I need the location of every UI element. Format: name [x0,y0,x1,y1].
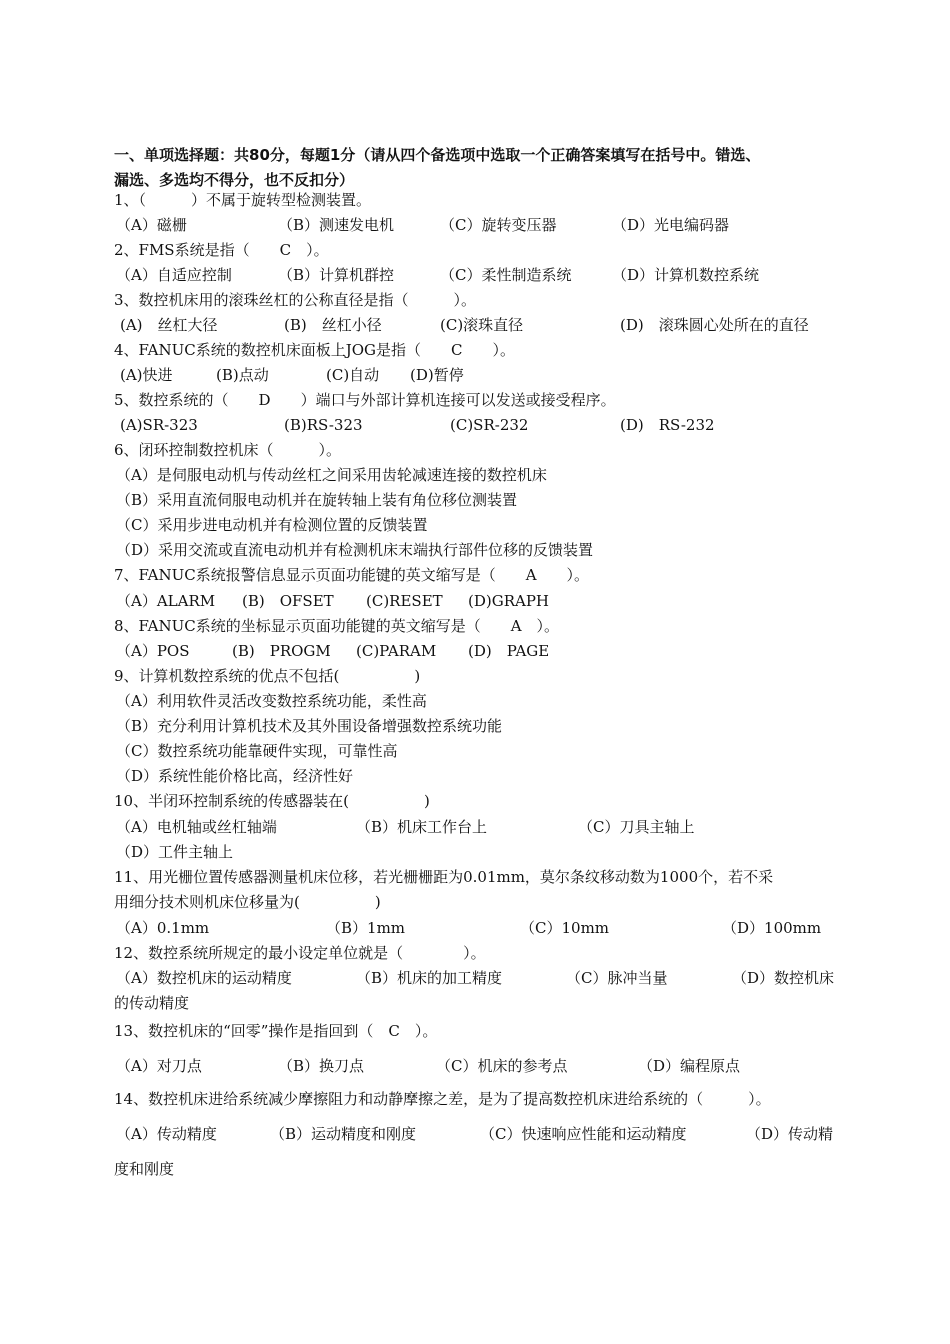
question-stem: 7、FANUC系统报警信息显示页面功能键的英文缩写是（ A ）。 [114,566,590,584]
option-c: （C）柔性制造系统 [440,266,572,284]
option-b: （B）采用直流伺服电动机并在旋转轴上装有角位移位测装置 [116,491,518,509]
question-stem: 6、闭环控制数控机床（ ）。 [114,441,342,459]
option-a: （A）利用软件灵活改变数控系统功能，柔性高 [116,692,427,710]
option-b: （B）测速发电机 [278,216,395,234]
option-c: （C）10mm [520,919,610,937]
option-d: （D）工件主轴上 [116,843,234,861]
option-c: (C)RESET [366,592,443,610]
option-d-continued: 度和刚度 [114,1160,175,1178]
option-d: （D）采用交流或直流电动机并有检测机床末端执行部件位移的反馈装置 [116,541,594,559]
option-b: (B) PROGM [232,642,331,660]
question-stem: 12、数控系统所规定的最小设定单位就是（ ）。 [114,944,486,962]
option-c: （C）刀具主轴上 [578,818,695,836]
option-d: （D）100mm [722,919,822,937]
section-heading-line1: 一、单项选择题：共80分，每题1分（请从四个备选项中选取一个正确答案填写在括号中。错选、 [114,146,761,164]
option-b: （B）机床工作台上 [356,818,488,836]
option-b: （B）换刀点 [278,1057,365,1075]
option-c: (C)PARAM [356,642,437,660]
option-b: （B）机床的加工精度 [356,969,503,987]
option-b: （B）运动精度和刚度 [270,1125,417,1143]
option-a: （A）0.1mm [116,919,210,937]
option-d: （D）数控机床 [732,969,835,987]
option-c: (C)滚珠直径 [440,316,524,334]
question-stem: 11、用光栅位置传感器测量机床位移，若光栅栅距为0.01mm，莫尔条纹移动数为1000个，若不采 [114,868,774,886]
option-a: (A) 丝杠大径 [120,316,218,334]
option-b: (B) OFSET [242,592,334,610]
option-c: (C)自动 [326,366,380,384]
question-stem: 2、FMS系统是指（ C ）。 [114,241,329,259]
option-c: (C)SR-232 [450,416,529,434]
option-d: (D) PAGE [468,642,550,660]
option-c: （C）快速响应性能和运动精度 [480,1125,687,1143]
option-d: (D) 滚珠圆心处所在的直径 [620,316,809,334]
option-a: (A)快进 [120,366,173,384]
option-d: （D）系统性能价格比高，经济性好 [116,767,354,785]
question-stem: 9、计算机数控系统的优点不包括( ) [114,667,421,685]
question-stem: 13、数控机床的“回零”操作是指回到（ C ）。 [114,1022,438,1040]
question-stem: 5、数控系统的（ D ）端口与外部计算机连接可以发送或接受程序。 [114,391,616,409]
option-a: （A）传动精度 [116,1125,217,1143]
option-b: (B) 丝杠小径 [284,316,382,334]
option-c: （C）机床的参考点 [436,1057,568,1075]
option-c: （C）数控系统功能靠硬件实现，可靠性高 [116,742,398,760]
question-stem: 10、半闭环控制系统的传感器装在( ) [114,792,430,810]
option-a: （A）ALARM [116,592,216,610]
option-d: (D) RS-232 [620,416,715,434]
question-stem: 3、数控机床用的滚珠丝杠的公称直径是指（ ）。 [114,291,477,309]
option-a: （A）是伺服电动机与传动丝杠之间采用齿轮减速连接的数控机床 [116,466,547,484]
option-a: (A)SR-323 [120,416,198,434]
option-c: （C）脉冲当量 [566,969,668,987]
option-d: （D）光电编码器 [612,216,730,234]
option-a: （A）对刀点 [116,1057,202,1075]
option-d: （D）计算机数控系统 [612,266,760,284]
option-d: (D)暂停 [410,366,464,384]
option-b: （B）1mm [326,919,406,937]
option-d: （D）编程原点 [638,1057,741,1075]
option-a: （A）自适应控制 [116,266,232,284]
question-stem: 8、FANUC系统的坐标显示页面功能键的英文缩写是（ A ）。 [114,617,560,635]
option-d: (D)GRAPH [468,592,550,610]
option-a: （A）POS [116,642,190,660]
option-a: （A）电机轴或丝杠轴端 [116,818,277,836]
question-stem: 14、数控机床进给系统减少摩擦阻力和动静摩擦之差，是为了提高数控机床进给系统的（ ）。 [114,1090,771,1108]
question-stem: 4、FANUC系统的数控机床面板上JOG是指（ C ）。 [114,341,515,359]
option-d: （D）传动精 [746,1125,834,1143]
option-b: (B)点动 [216,366,269,384]
option-c: （C）旋转变压器 [440,216,557,234]
option-a: （A）磁栅 [116,216,187,234]
question-stem-continued: 用细分技术则机床位移量为( ) [114,893,381,911]
option-a: （A）数控机床的运动精度 [116,969,292,987]
question-stem: 1、（ ）不属于旋转型检测装置。 [114,191,372,209]
section-heading-line2: 漏选、多选均不得分，也不反扣分） [114,171,355,189]
option-b: (B)RS-323 [284,416,363,434]
option-b: （B）充分利用计算机技术及其外围设备增强数控系统功能 [116,717,503,735]
option-b: （B）计算机群控 [278,266,395,284]
option-c: （C）采用步进电动机并有检测位置的反馈装置 [116,516,428,534]
option-d-continued: 的传动精度 [114,994,190,1012]
